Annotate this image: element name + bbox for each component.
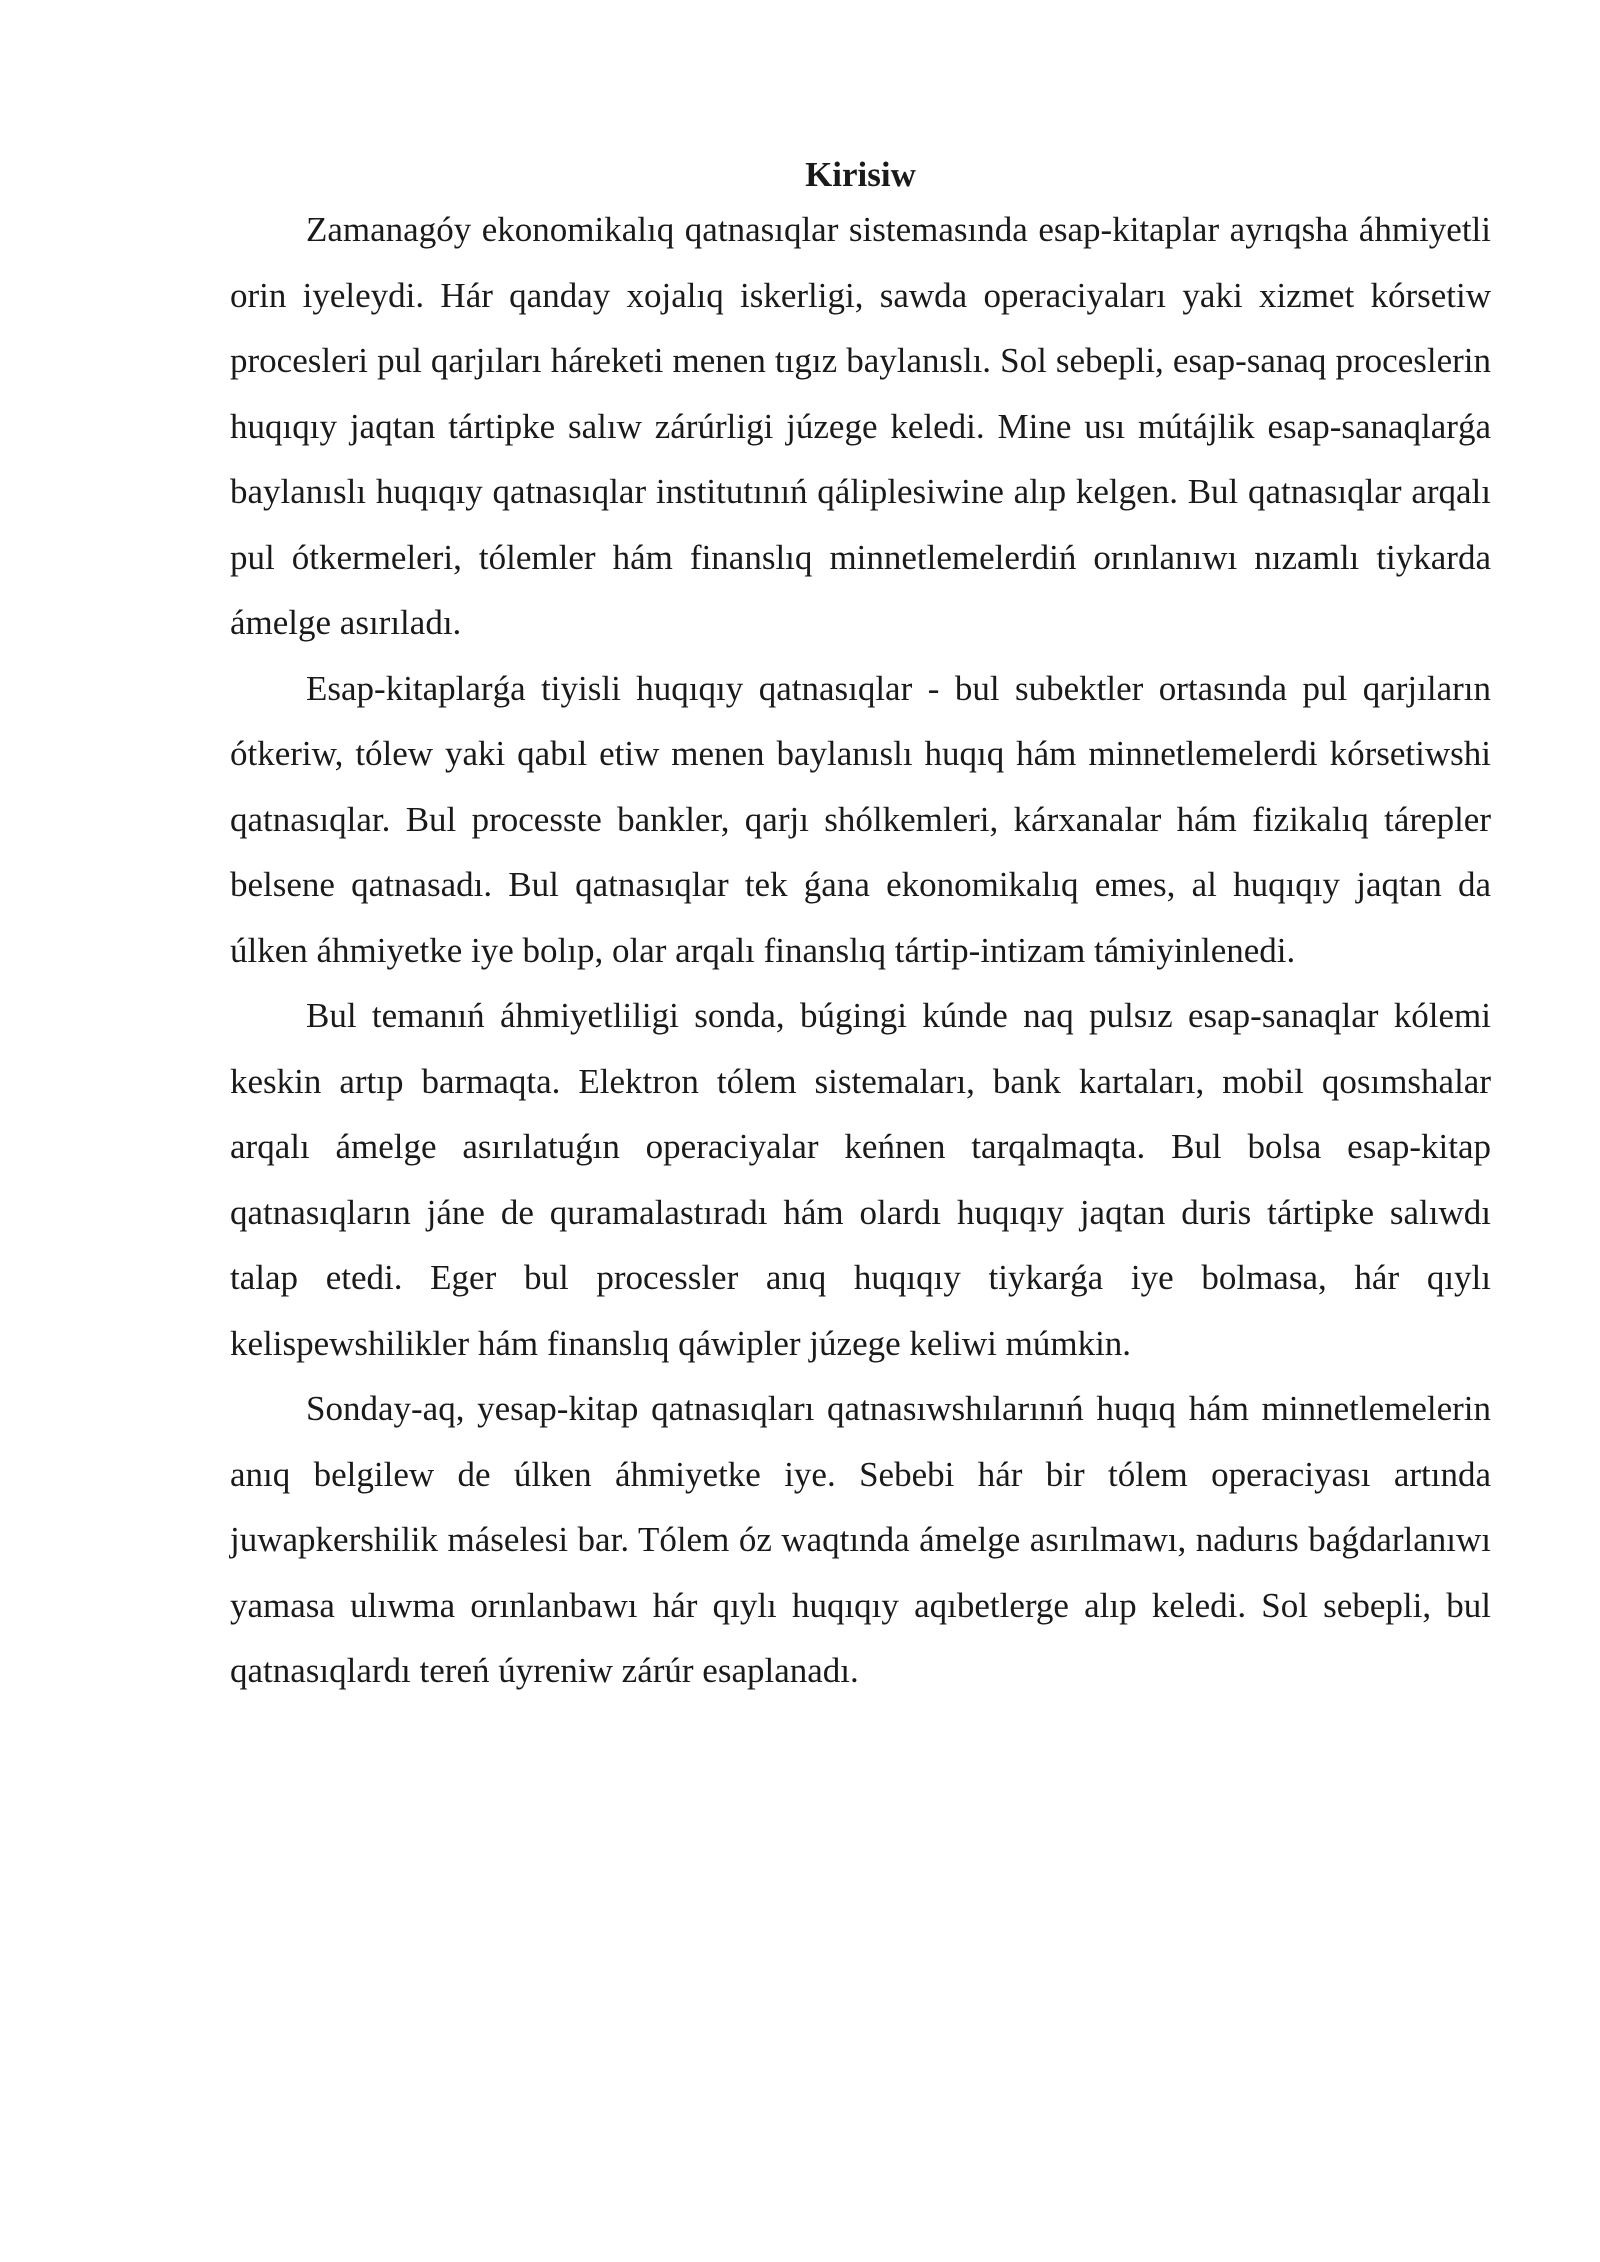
document-body <box>230 152 1491 1704</box>
page-title: Kirisiw <box>805 155 916 194</box>
paragraph-3: Bul temanıń áhmiyetliligi sonda, búgingi kúnde naq pulsız esap-sanaqlar kólemi keskin artıp barmaqta. Elektron tólem sistemaları, bank kartaları, mobil qosımshalar arqalı ámelge asırılatuǵın operaciyalar keńnen tarqalmaqta. Bul bolsa esap-kitap qatnasıqların jáne de quramalastıradı hám olardı huqıqıy jaqtan duris tártipke salıwdı talap etedi. Eger bul processler anıq huqıqıy tiykarǵa iye bolmasa, hár qıylı kelispewshilikler hám finanslıq qáwipler júzege keliwi múmkin. <box>230 996 1491 1363</box>
paragraph-4: Sonday-aq, yesap-kitap qatnasıqları qatnasıwshılarınıń huqıq hám minnetlemelerin anıq belgilew de úlken áhmiyetke iye. Sebebi hár bir tólem operaciyası artında juwapkershilik máselesi bar. Tólem óz waqtında ámelge asırılmawı, nadurıs baǵdarlanıwı yamasa ulıwma orınlanbawı hár qıylı huqıqıy aqıbetlerge alıp keledi. Sol sebepli, bul qatnasıqlardı tereń úyreniw zárúr esaplanadı. <box>230 1389 1491 1690</box>
paragraph-1: Zamanagóy ekonomikalıq qatnasıqlar sistemasında esap-kitaplar ayrıqsha áhmiyetli orin iyeleydi. Hár qanday xojalıq iskerligi, sawda operaciyaları yaki xizmet kórsetiw procesleri pul qarjıları háreketi menen tıgız baylanıslı. Sol sebepli, esap-sanaq proceslerin huqıqıy jaqtan tártipke salıw zárúrligi júzege keledi. Mine usı mútájlik esap-sanaqlarǵa baylanıslı huqıqıy qatnasıqlar institutınıń qáliplesiwine alıp kelgen. Bul qatnasıqlar arqalı pul ótkermeleri, tólemler hám finanslıq minnetlemelerdiń orınlanıwı nızamlı tiykarda ámelge asırıladı. <box>230 210 1491 642</box>
paragraph-2: Esap-kitaplarǵa tiyisli huqıqıy qatnasıqlar - bul subektler ortasında pul qarjıların ótkeriw, tólew yaki qabıl etiw menen baylanıslı huqıq hám minnetlemelerdi kórsetiwshi qatnasıqlar. Bul processte bankler, qarjı shólkemleri, kárxanalar hám fizikalıq tárepler belsene qatnasadı. Bul qatnasıqlar tek ǵana ekonomikalıq emes, al huqıqıy jaqtan da úlken áhmiyetke iye bolıp, olar arqalı finanslıq tártip-intizam támiyinlenedi. <box>230 668 1491 970</box>
